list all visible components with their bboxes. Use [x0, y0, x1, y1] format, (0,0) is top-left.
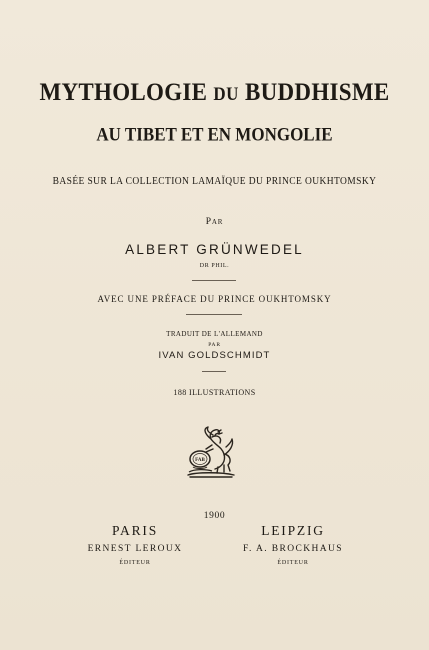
publication-year: 1900: [203, 511, 226, 521]
title-word-mythologie: MYTHOLOGIE: [39, 77, 214, 106]
author-name: ALBERT GRÜNWEDEL: [125, 242, 304, 257]
imprint-leipzig: [228, 523, 358, 566]
title-word-buddhisme: BUDDHISME: [238, 77, 390, 106]
svg-text:FAB: FAB: [195, 458, 205, 463]
book-title: [0, 77, 429, 106]
divider-rule: [186, 314, 242, 315]
preface-line: AVEC UNE PRÉFACE DU PRINCE OUKHTOMSKY: [97, 294, 332, 304]
by-label: Par: [205, 217, 224, 227]
divider-rule: [202, 371, 226, 372]
translator-name: IVAN GOLDSCHMIDT: [158, 350, 271, 361]
collection-line: BASÉE SUR LA COLLECTION LAMAÏQUE DU PRINCE OUKHTOMSKY: [52, 176, 377, 188]
author-degree: DR PHIL.: [199, 263, 230, 269]
translator-by-label: PAR: [208, 342, 221, 348]
book-subtitle: AU TIBET ET EN MONGOLIE: [96, 124, 333, 145]
imprint-publisher: F. A. BROCKHAUS: [243, 544, 343, 554]
imprint-paris: [70, 523, 200, 566]
imprint-role: ÉDITEUR: [277, 560, 309, 566]
imprint-role: ÉDITEUR: [119, 560, 151, 566]
imprint-publisher: ERNEST LEROUX: [87, 544, 183, 554]
divider-rule: [192, 280, 236, 281]
translated-from-line: TRADUIT DE L'ALLEMAND: [166, 330, 263, 338]
griffin-publisher-emblem-icon: [182, 425, 238, 481]
imprint-city: LEIPZIG: [261, 523, 325, 538]
title-word-du: DU: [213, 83, 239, 105]
illustrations-count: 188 ILLUSTRATIONS: [173, 388, 256, 397]
imprint-city: PARIS: [111, 523, 159, 538]
